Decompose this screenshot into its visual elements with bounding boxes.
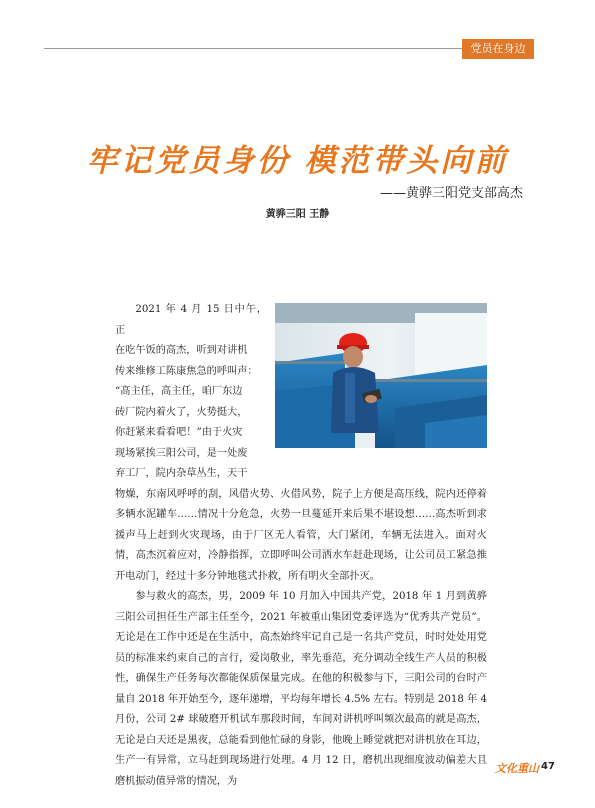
paragraph-1-rest: 物燥，东南风呼呼的刮，风借火势、火借风势，院子上方便是高压线，院内还停着多辆水泥罐车……情况十分危急，火势一旦蔓延开来后果不堪设想……高杰听到求援声马上赶到火灾现场，由于厂区无人看管，大门紧闭，车辆无法进入。面对火情，高杰沉着应对，冷静指挥，立即呼叫公司洒水车赶赴现场，让公司员工紧急推开电动门，经过十多分钟地毯式扑救，所有明火全部扑灭。 — [115, 488, 487, 582]
text-line: 弃工厂，院内杂草丛生，天干 — [115, 468, 248, 479]
article-title: 牢记党员身份 模范带头向前 — [86, 143, 509, 179]
paragraph-1-wrapped — [115, 300, 267, 485]
text-line: 现场紧挨三阳公司，是一处废 — [115, 447, 248, 459]
text-line: 砖厂院内着火了，火势挺大， — [115, 406, 248, 418]
text-line: 传来维修工陈康焦急的呼叫声： — [115, 365, 258, 377]
article-body — [115, 300, 487, 792]
magazine-logo: 文化重山 — [495, 762, 539, 775]
article-authors: 黄骅三阳 王静 — [265, 209, 330, 220]
text-line: 你赶紧来看看吧！”由于火灾 — [115, 427, 243, 438]
text-line: 2021 年 4 月 15 日中午，正 — [115, 304, 267, 336]
section-tag: 党员在身边 — [462, 39, 534, 59]
article-subtitle: ——黄骅三阳党支部高杰 — [379, 186, 523, 201]
text-line: “高主任，高主任，咱厂东边 — [115, 386, 243, 397]
header-rule — [44, 48, 462, 49]
page-number: 47 — [541, 761, 555, 772]
text-line: 在吃午饭的高杰，听到对讲机 — [115, 345, 248, 356]
paragraph-2: 参与救火的高杰，男，2009 年 10 月加入中国共产党，2018 年 1 月到黄骅三阳公司担任生产部主任至今，2021 年被重山集团党委评选为“优秀共产党员”。无论是在工作中还是在生活中，高杰始终牢记自己是一名共产党员，时时处处用党员的标准来约束自己的言行，爱岗敬业，率先垂范，充分调动全线生产人员的积极性，确保生产任务每次都能保质保量完成。在他的积极参与下，三阳公司的台时产量自 2018 年开始至今，逐年递增，平均每年增长 4.5% 左右。特别是 2018 年 4 月份，公司 2# 球破磨开机试车那段时间，车间对讲机呼叫频次最高的就是高杰，无论是白天还是黑夜，总能看到他忙碌的身影，他晚上睡觉就把对讲机放在耳边，生产一有异常，立马赶到现场进行处理。4 月 12 日，磨机出现细度波动偏差大且磨机振动值异常的情况，为 — [115, 591, 487, 787]
